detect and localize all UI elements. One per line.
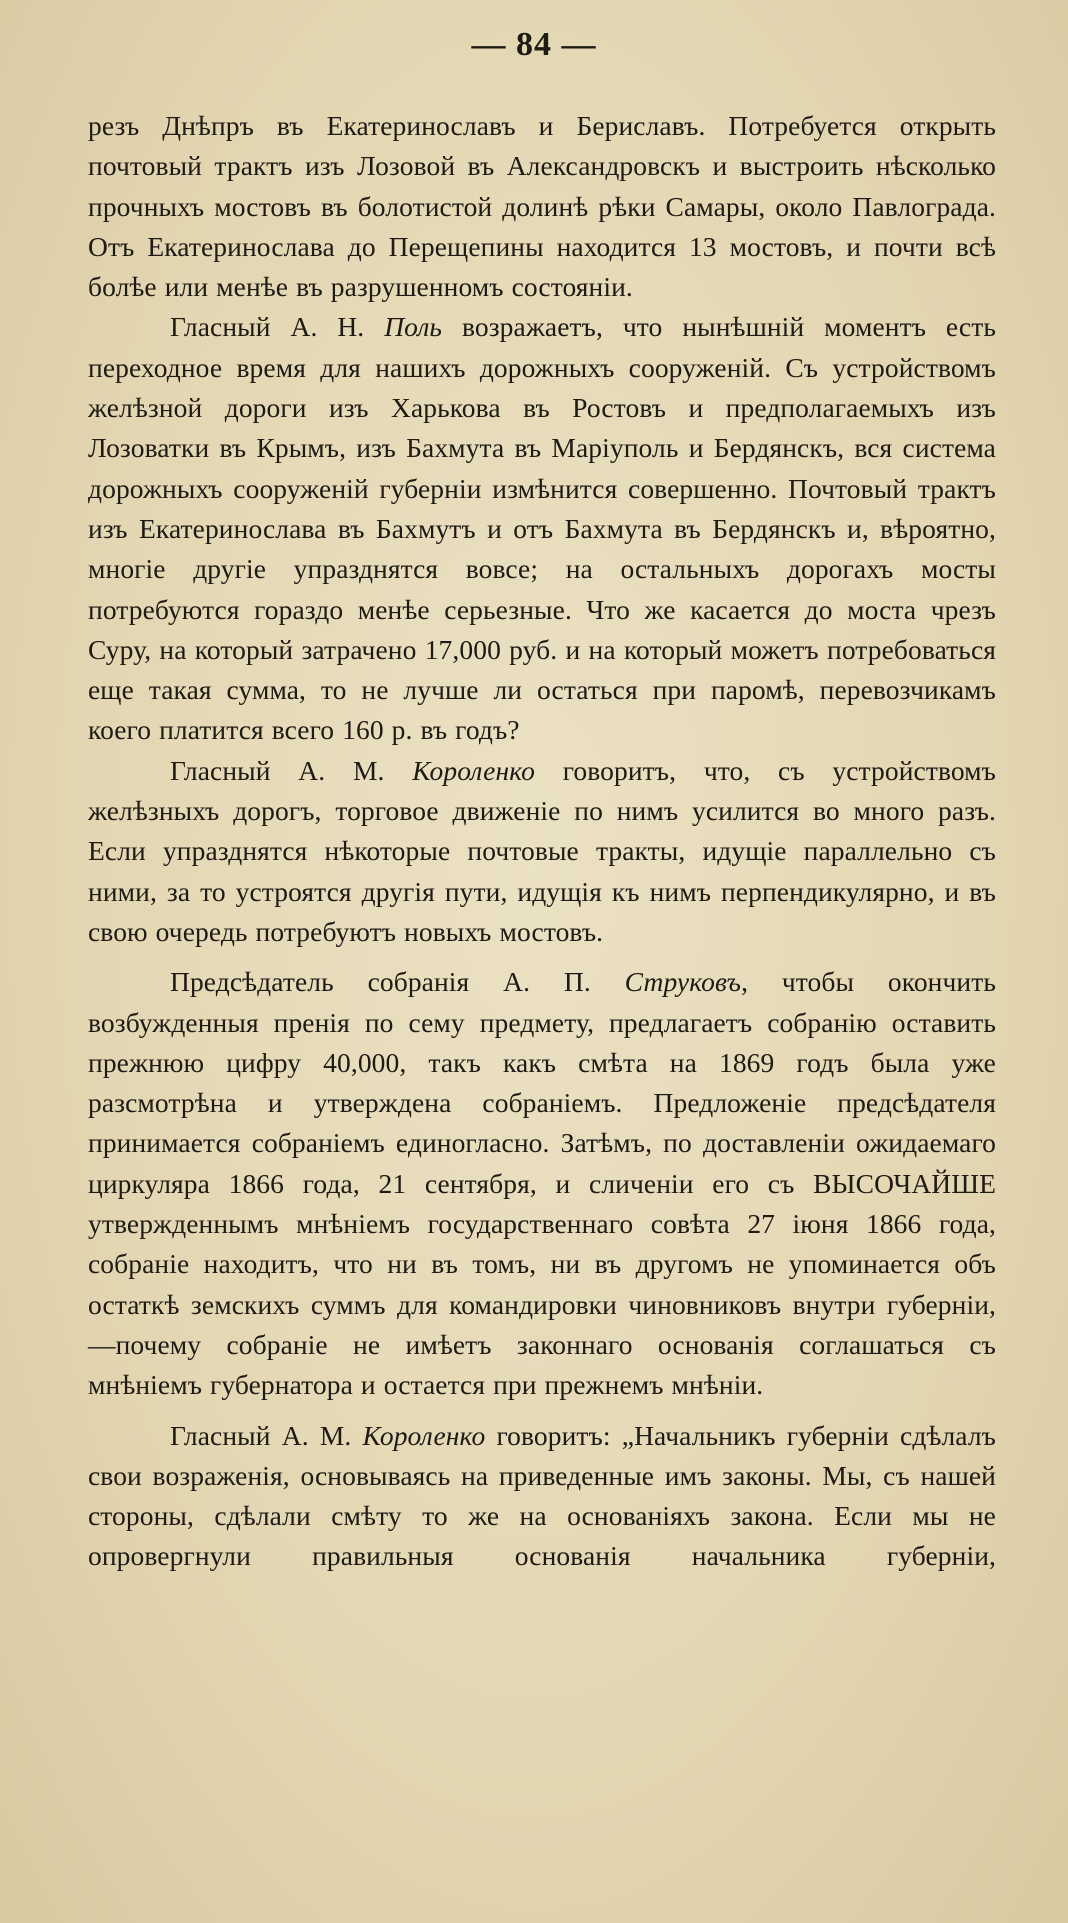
- paragraph-continuation: [88, 106, 996, 307]
- page-number: — 84 —: [471, 26, 597, 63]
- paragraph-text: Гласный А. М.: [170, 1419, 363, 1451]
- speaker-name: Короленко: [362, 1419, 486, 1451]
- paragraph-text: , чтобы окончить возбужденныя пренія по сему предмету, предлагаетъ собранію оставить прежнюю цифру 40,000, такъ какъ смѣта на 1869 годъ была уже разсмотрѣна и утверждена собраніемъ. Предложеніе предсѣдателя принимается собраніемъ единогласно. Затѣмъ, по доставленіи ожидаемаго циркуляра 1866 года, 21 сентября, и сличеніи его съ ВЫСОЧАЙШЕ утвержденнымъ мнѣніемъ государственнаго совѣта 27 іюня 1866 года, собраніе находитъ, что ни въ томъ, ни въ другомъ не упоминается объ остаткѣ земскихъ суммъ для командировки чиновниковъ внутри губерніи,—почему собраніе не имѣетъ законнаго основанія соглашаться съ мнѣніемъ губернатора и остается при прежнемъ мнѣніи.: [88, 966, 996, 1401]
- speaker-name: Поль: [384, 311, 443, 343]
- paragraph-korolenko-quote: [88, 1416, 996, 1577]
- paragraph-text: Гласный А. М.: [170, 754, 413, 786]
- paragraph-text: возражаетъ, что нынѣшній моментъ есть переходное время для нашихъ дорожныхъ сооруженій. Съ устройствомъ желѣзной дороги изъ Харькова въ Ростовъ и предполагаемыхъ изъ Лозоватки въ Крымъ, изъ Бахмута въ Маріуполь и Бердянскъ, вся система дорожныхъ сооруженій губерніи измѣнится совершенно. Почтовый трактъ изъ Екатеринослава въ Бахмутъ и отъ Бахмута въ Бердянскъ и, вѣроятно, многіе другіе упразднятся вовсе; на остальныхъ дорогахъ мосты потребуются гораздо менѣе серьезные. Что же касается до моста чрезъ Суру, на который затрачено 17,000 руб. и на который можетъ потребоваться еще такая сумма, то не лучше ли остаться при паромѣ, перевозчикамъ коего платится всего 160 р. въ годъ?: [88, 311, 996, 746]
- body-text: [88, 106, 996, 1577]
- speaker-name: Струковъ: [624, 966, 742, 998]
- paragraph-text: говоритъ, что, съ устройствомъ желѣзныхъ дорогъ, торговое движеніе по нимъ усилится во много разъ. Если упразднятся нѣкоторые почтовые тракты, идущіе параллельно съ ними, за то устроятся другія пути, идущія къ нимъ перпендикулярно, и въ свою очередь потребуютъ новыхъ мостовъ.: [88, 754, 996, 947]
- paragraph-chairman-remarks: [88, 962, 996, 1405]
- paragraph-text: говоритъ: „Начальникъ губерніи сдѣлалъ свои возраженія, основываясь на приведенные имъ законы. Мы, съ нашей стороны, сдѣлали смѣту то же на основаніяхъ закона. Если мы не опровергнули правильныя основанія начальника губерніи,: [88, 1419, 996, 1572]
- paragraph-pol-remarks: [88, 307, 996, 750]
- paragraph-text: резъ Днѣпръ въ Екатеринославъ и Бериславъ. Потребуется открыть почтовый трактъ изъ Лозовой въ Александровскъ и выстроить нѣсколько прочныхъ мостовъ въ болотистой долинѣ рѣки Самары, около Павлограда. Отъ Екатеринослава до Перещепины находится 13 мостовъ, и почти всѣ болѣе или менѣе въ разрушенномъ состояніи.: [88, 110, 996, 303]
- speaker-name: Короленко: [412, 754, 535, 786]
- paragraph-text: Предсѣдатель собранія А. П.: [170, 966, 625, 998]
- paragraph-korolenko-remarks: [88, 751, 996, 952]
- paragraph-text: Гласный А. Н.: [170, 311, 385, 343]
